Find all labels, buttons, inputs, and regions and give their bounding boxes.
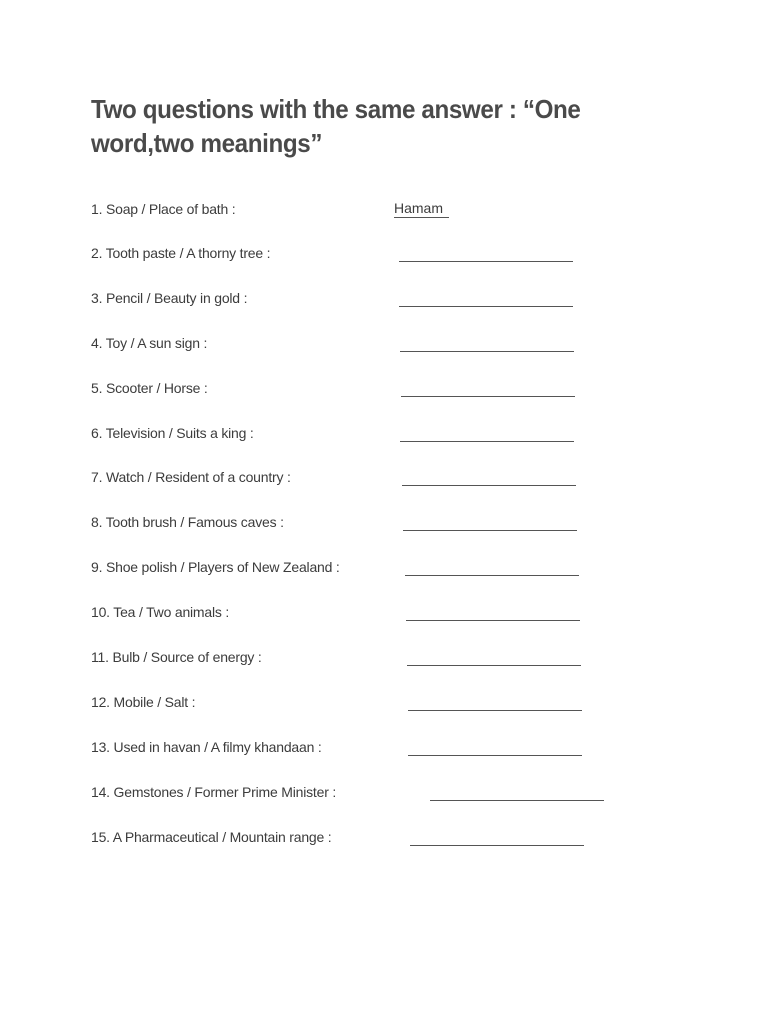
- answer-blank[interactable]: [405, 557, 579, 576]
- list-item: [91, 288, 691, 308]
- list-item: [91, 467, 691, 487]
- list-item: [91, 243, 691, 263]
- question-text: 15. A Pharmaceutical / Mountain range :: [91, 829, 332, 845]
- answer-blank[interactable]: [406, 602, 580, 621]
- question-text: 9. Shoe polish / Players of New Zealand :: [91, 559, 340, 575]
- answer-blank[interactable]: [401, 378, 575, 397]
- question-text: 8. Tooth brush / Famous caves :: [91, 514, 284, 530]
- list-item: [91, 737, 691, 757]
- list-item: [91, 333, 691, 353]
- answer-blank[interactable]: [408, 737, 582, 756]
- list-item: [91, 692, 691, 712]
- question-text: 11. Bulb / Source of energy :: [91, 649, 262, 665]
- list-item: [91, 557, 691, 577]
- answer-blank[interactable]: Hamam: [394, 199, 449, 218]
- answer-blank[interactable]: [399, 243, 573, 262]
- question-text: 7. Watch / Resident of a country :: [91, 469, 291, 485]
- list-item: [91, 782, 691, 802]
- question-text: 2. Tooth paste / A thorny tree :: [91, 245, 271, 261]
- question-text: 14. Gemstones / Former Prime Minister :: [91, 784, 337, 800]
- list-item: [91, 602, 691, 622]
- answer-blank[interactable]: [410, 827, 584, 846]
- page-title: Two questions with the same answer : “One word,two meanings”: [91, 94, 581, 158]
- answer-blank[interactable]: [400, 333, 574, 352]
- question-text: 4. Toy / A sun sign :: [91, 335, 208, 351]
- answer-blank[interactable]: [400, 423, 574, 442]
- question-text: 6. Television / Suits a king :: [91, 425, 254, 441]
- list-item: [91, 378, 691, 398]
- list-item: [91, 199, 691, 219]
- question-text: 3. Pencil / Beauty in gold :: [91, 290, 248, 306]
- answer-blank[interactable]: [430, 782, 604, 801]
- answer-blank[interactable]: [402, 467, 576, 486]
- list-item: [91, 423, 691, 443]
- list-item: [91, 512, 691, 532]
- question-text: 12. Mobile / Salt :: [91, 694, 196, 710]
- answer-blank[interactable]: [403, 512, 577, 531]
- list-item: [91, 827, 691, 847]
- question-text: 13. Used in havan / A filmy khandaan :: [91, 739, 322, 755]
- question-text: 10. Tea / Two animals :: [91, 604, 230, 620]
- answer-blank[interactable]: [407, 647, 581, 666]
- answer-blank[interactable]: [399, 288, 573, 307]
- list-item: [91, 647, 691, 667]
- question-text: 1. Soap / Place of bath :: [91, 201, 236, 217]
- answer-blank[interactable]: [408, 692, 582, 711]
- question-text: 5. Scooter / Horse :: [91, 380, 208, 396]
